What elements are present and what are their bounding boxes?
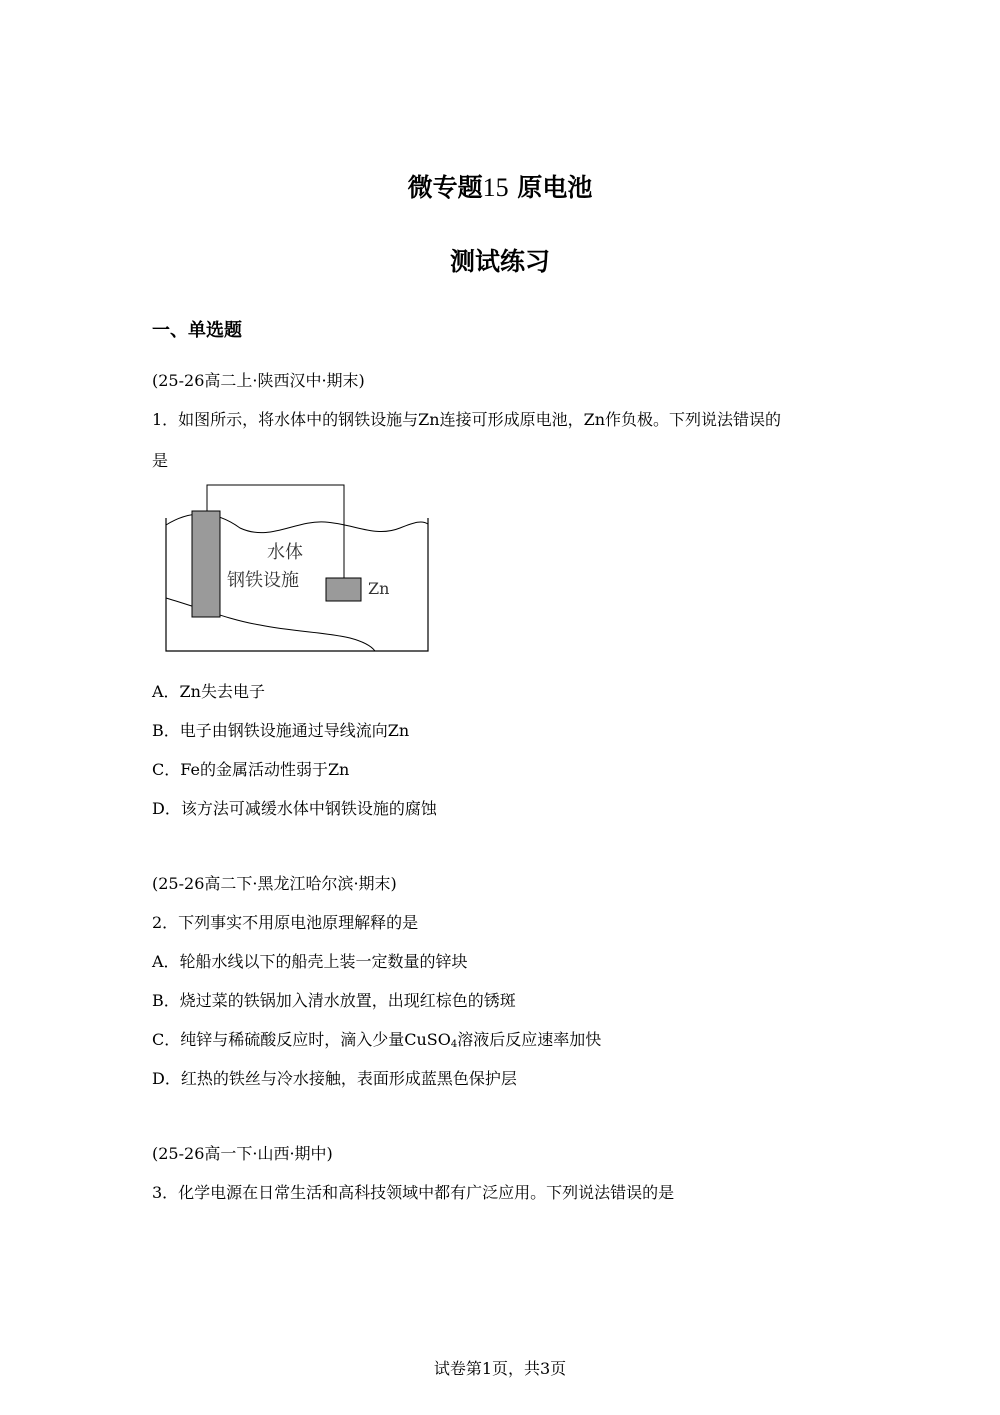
question-source: (25-26高一下·山西·期中) [152,1144,333,1163]
galvanic-cell-figure [160,480,435,660]
option-d: D．该方法可减缓水体中钢铁设施的腐蚀 [152,799,437,818]
steel-structure [192,511,220,617]
label-water: 水体 [267,542,303,563]
label-zn: Zn [368,579,390,598]
zinc-block [326,578,361,601]
option-d: D．红热的铁丝与冷水接触，表面形成蓝黑色保护层 [152,1069,517,1088]
page-footer: 试卷第1页，共3页 [433,1359,567,1378]
section-heading: 一、单选题 [152,320,242,341]
option-b: B．烧过菜的铁锅加入清水放置，出现红棕色的锈斑 [152,991,516,1010]
option-c: C．纯锌与稀硫酸反应时，滴入少量CuSO$_4$溶液后反应速率加快 [152,1030,602,1050]
label-steel: 钢铁设施 [227,570,299,591]
page-title: 微专题15 原电池 [407,173,593,202]
question-stem: 2．下列事实不用原电池原理解释的是 [152,913,419,932]
option-c: C．Fe的金属活动性弱于Zn [152,760,350,779]
option-a: A．Zn失去电子 [152,682,265,701]
question-source: (25-26高二下·黑龙江哈尔滨·期末) [152,874,397,893]
question-stem: 3．化学电源在日常生活和高科技领域中都有广泛应用。下列说法错误的是 [152,1183,675,1202]
page-subtitle: 测试练习 [449,247,550,276]
question-stem: 1．如图所示，将水体中的钢铁设施与Zn连接可形成原电池，Zn作负极。下列说法错误的 [152,410,782,429]
question-stem-continued: 是 [152,451,169,470]
option-a: A．轮船水线以下的船壳上装一定数量的锌块 [152,952,468,971]
question-source: (25-26高二上·陕西汉中·期末) [152,371,365,390]
option-b: B．电子由钢铁设施通过导线流向Zn [152,721,410,740]
